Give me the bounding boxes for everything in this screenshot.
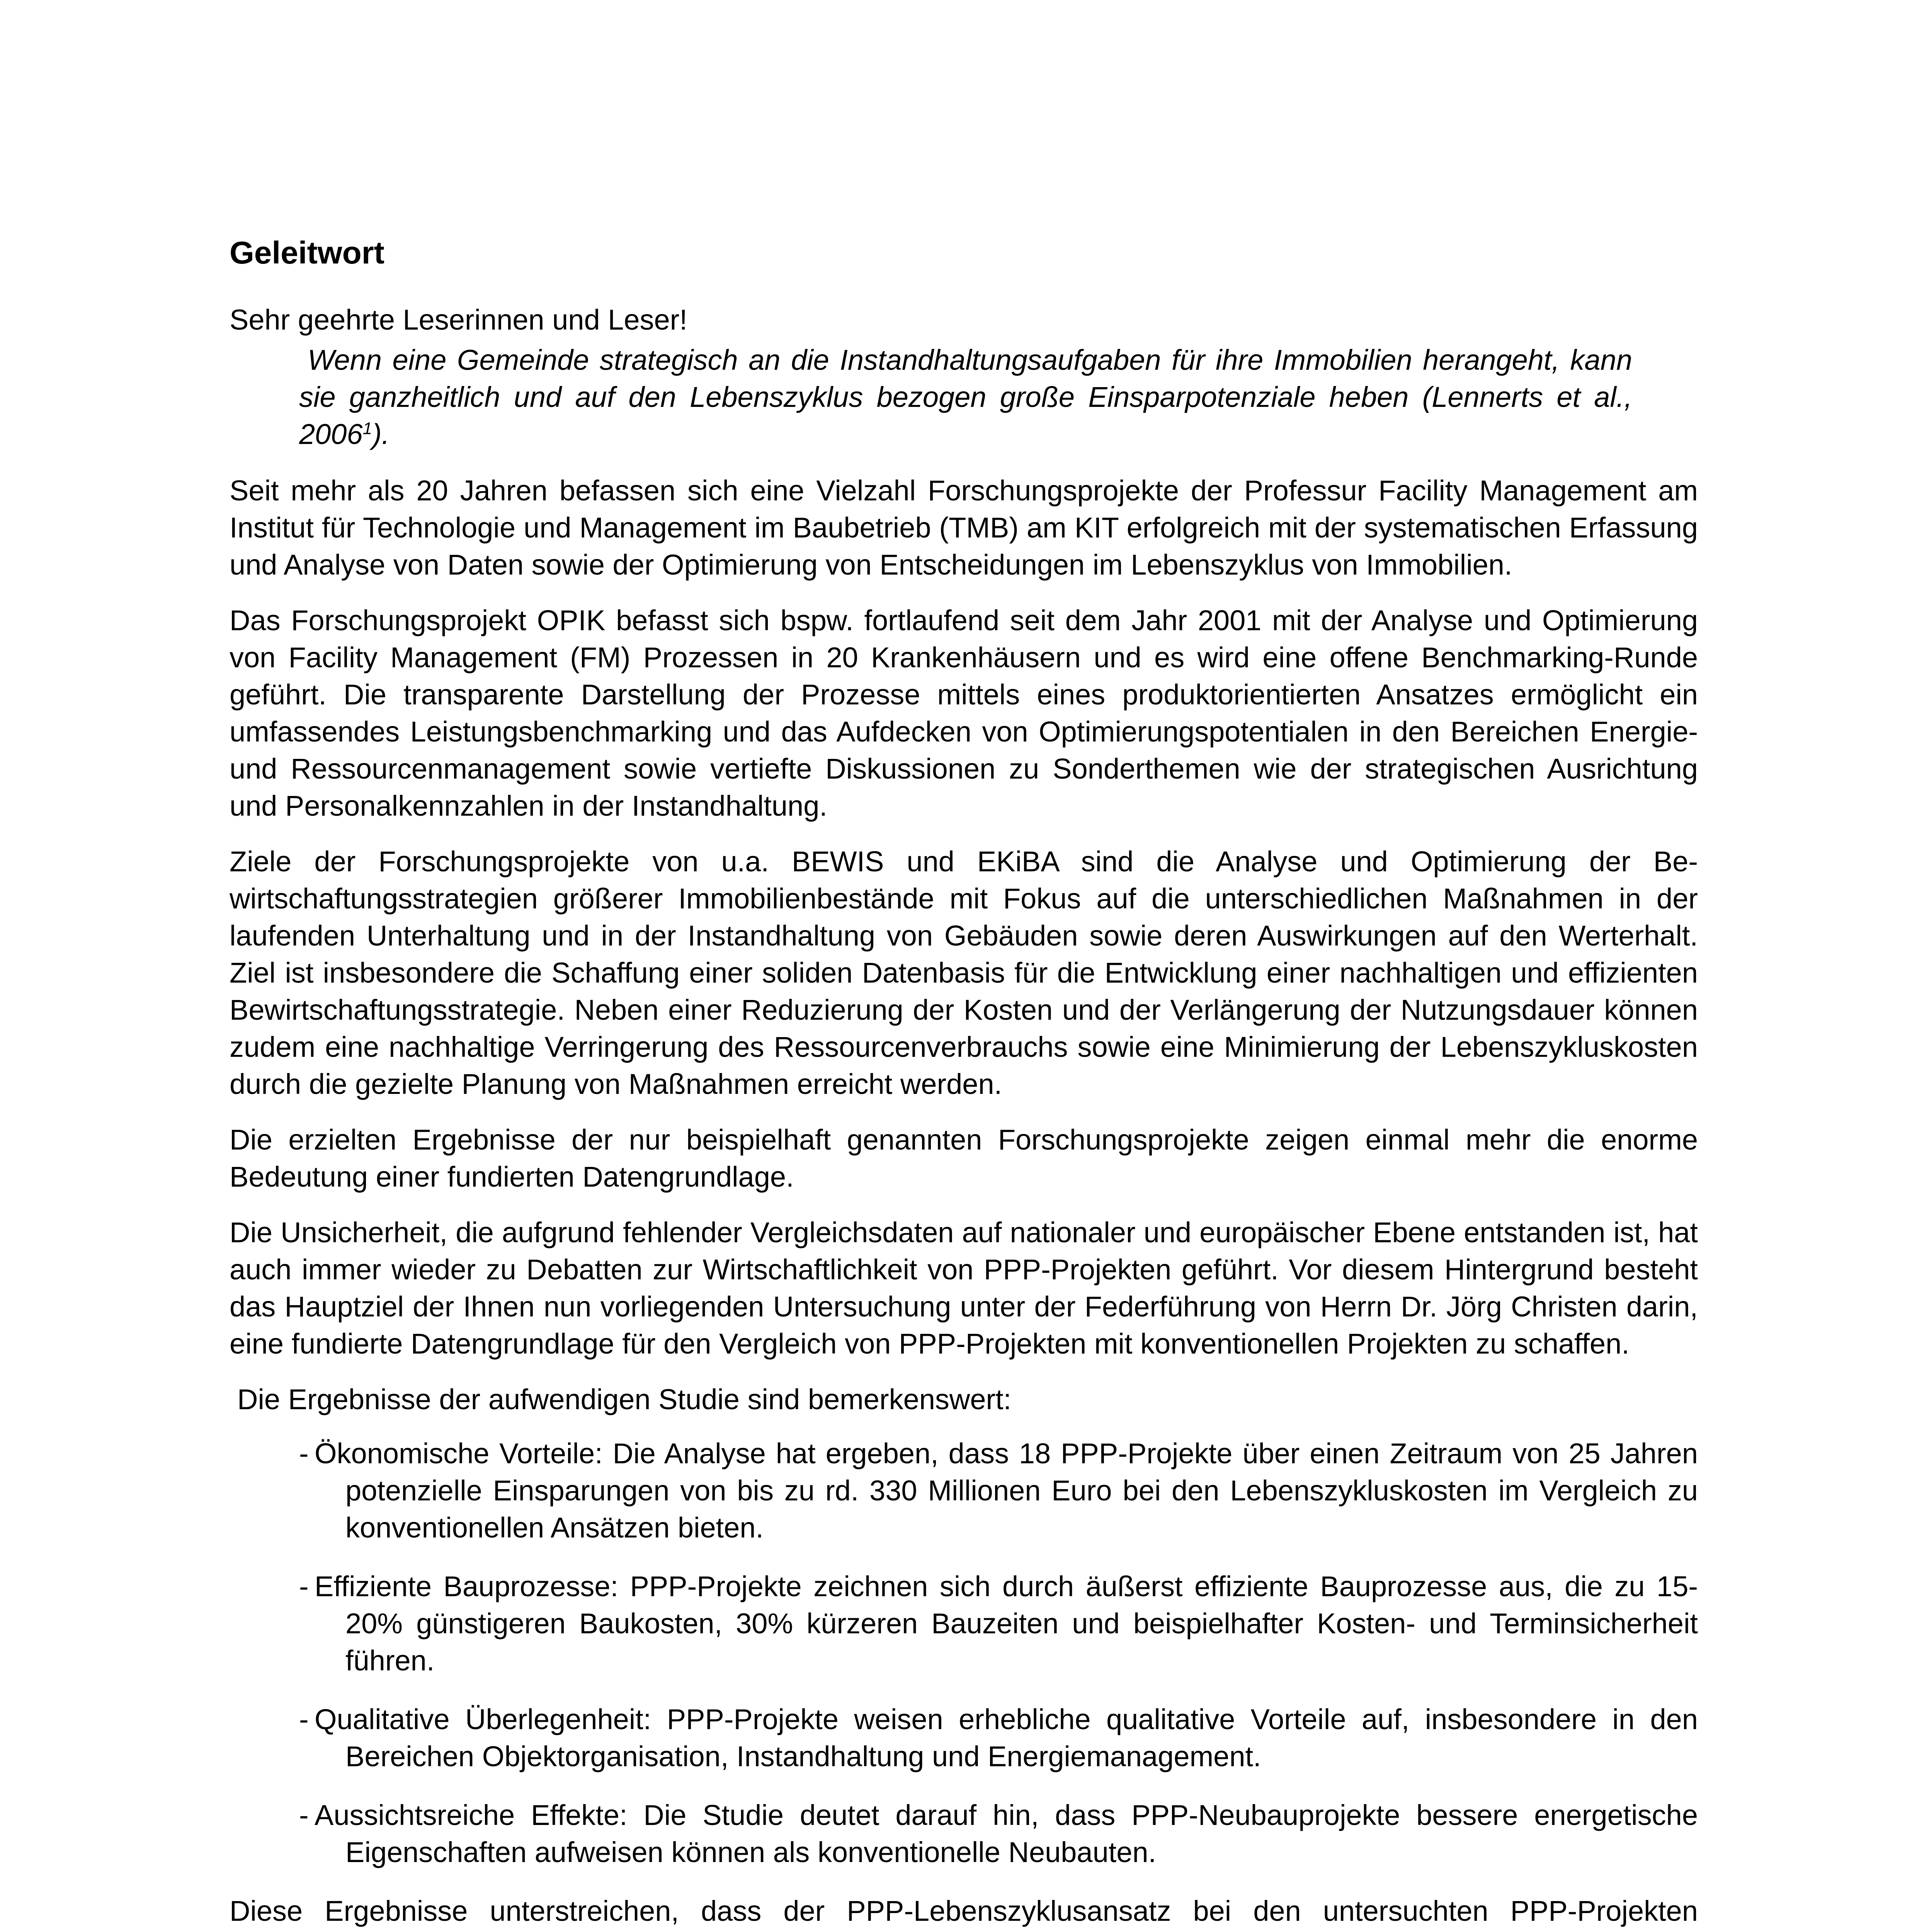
bullet-dash: - (299, 1437, 309, 1469)
quote-text: Wenn eine Gemeinde strategisch an die Instandhaltungsaufgaben für ihre Immobilien herangeht, kann sie ganzheitlich und auf den Lebenszyklus bezogen große Einsparpotenziale heben (Lennerts et al., 2006 (299, 344, 1632, 450)
list-item-text: Effiziente Bauprozesse: PPP-Projekte zeichnen sich durch äußerst effiziente Bauprozesse aus, die zu 15-20% günstigeren Baukosten, 30% kürzeren Bauzeiten und beispielhafter Kosten- und Terminsicherheit führen. (315, 1570, 1698, 1677)
page-title: Geleitwort (230, 235, 384, 270)
paragraph: Seit mehr als 20 Jahren befassen sich eine Vielzahl Forschungsprojekte der Professur Facility Management am Institut für Technologie und Management im Baubetrieb (TMB) am KIT erfolgreich mit der systematischen Erfassung und Analyse von Daten sowie der Optimierung von Entscheidungen im Lebenszyklus von Immobilien. (230, 474, 1698, 581)
paragraph: Ziele der Forschungsprojekte von u.a. BEWIS und EKiBA sind die Analyse und Optimierung der Bewirtschaftungsstrategien größerer Immobilienbestände mit Fokus auf die unterschiedlichen Maßnahmen in der laufenden Unterhaltung und in der Instandhaltung von Gebäuden sowie deren Auswirkungen auf den Werterhalt. Ziel ist insbesondere die Schaffung einer soliden Datenbasis für die Entwicklung einer nachhaltigen und effizienten Bewirtschaftungsstrategie. Neben einer Reduzierung der Kosten und der Verlängerung der Nutzungsdauer können zudem eine nachhaltige Verringerung des Ressourcenverbrauchs sowie eine Minimierung der Lebenszykluskosten durch die gezielte Planung von Maßnahmen erreicht werden. (230, 845, 1698, 1100)
list-item-text: Qualitative Überlegenheit: PPP-Projekte weisen erhebliche qualitative Vorteile auf, insbesondere in den Bereichen Objektorganisation, Instandhaltung und Energiemanagement. (315, 1703, 1698, 1772)
bullet-dash: - (299, 1799, 309, 1831)
page-content (230, 232, 1698, 1932)
results-intro: Die Ergebnisse der aufwendigen Studie sind bemerkenswert: (237, 1383, 1012, 1415)
quote-closing: ). (372, 418, 390, 450)
bullet-dash: - (299, 1703, 309, 1735)
salutation: Sehr geehrte Leserinnen und Leser! (230, 304, 687, 336)
conclusion-paragraph: Diese Ergebnisse unterstreichen, dass der PPP-Lebenszyklusansatz bei den untersuchten PPP-Projekten (230, 1895, 1698, 1927)
list-item-text: Ökonomische Vorteile: Die Analyse hat ergeben, dass 18 PPP-Projekte über einen Zeitraum von 25 Jahren potenzielle Einsparungen von bis zu rd. 330 Millionen Euro bei den Lebenszykluskosten im Vergleich zu konventionellen Ansätzen bieten. (315, 1437, 1698, 1544)
paragraph: Die Unsicherheit, die aufgrund fehlender Vergleichsdaten auf nationaler und europäischer Ebene entstanden ist, hat auch immer wieder zu Debatten zur Wirtschaftlichkeit von PPP-Projekten geführt. Vor diesem Hintergrund besteht das Hauptziel der Ihnen nun vorliegenden Untersuchung unter der Federführung von Herrn Dr. Jörg Christen darin, eine fundierte Datengrundlage für den Vergleich von PPP-Projekten mit konventionellen Projekten zu schaffen. (230, 1216, 1698, 1360)
list-item (230, 1435, 1698, 1546)
paragraph: Die erzielten Ergebnisse der nur beispielhaft genannten Forschungsprojekte zeigen einmal mehr die enorme Bedeutung einer fundierten Datengrundlage. (230, 1124, 1698, 1193)
bullet-dash: - (299, 1570, 309, 1602)
paragraph: Das Forschungsprojekt OPIK befasst sich bspw. fortlaufend seit dem Jahr 2001 mit der Analyse und Optimierung von Facility Management (FM) Prozessen in 20 Krankenhäusern und es wird eine offene Benchmarking-Runde geführt. Die transparente Darstellung der Prozesse mittels eines produktorientierten Ansatzes ermöglicht ein umfassendes Leistungsbenchmarking und das Aufdecken von Optimierungspotentialen in den Bereichen Energie- und Ressourcenmanagement sowie vertiefte Diskussionen zu Sonderthemen wie der strategischen Ausrichtung und Personalkennzahlen in der Instandhaltung. (230, 604, 1698, 822)
results-list (230, 1435, 1698, 1871)
list-item-text: Aussichtsreiche Effekte: Die Studie deutet darauf hin, dass PPP-Neubauprojekte bessere energetische Eigenschaften aufweisen können als konventionelle Neubauten. (315, 1799, 1698, 1868)
footnote-reference: 1 (362, 419, 373, 438)
list-item (230, 1701, 1698, 1775)
quote-block (299, 342, 1632, 453)
list-item (230, 1797, 1698, 1871)
list-item (230, 1568, 1698, 1679)
